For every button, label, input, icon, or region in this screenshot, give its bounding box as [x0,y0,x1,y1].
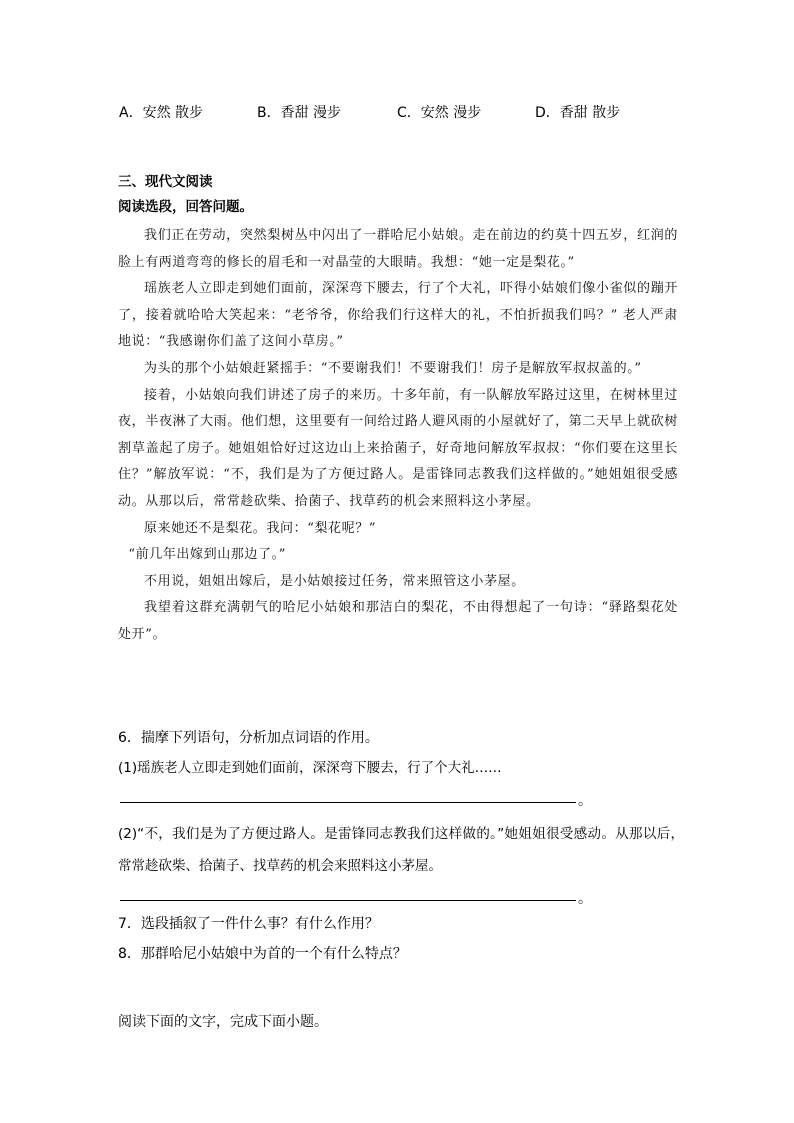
answer-blank-1[interactable] [120,802,576,803]
passage-paragraph: 不用说，姐姐出嫁后，是小姑娘接过任务，常来照管这小茅屋。 [144,573,525,589]
option-c: C．安然 漫步 [397,105,482,121]
passage-paragraph: 接着，小姑娘向我们讲述了房子的来历。十多年前，有一队解放军路过这里，在树林里过夜，半夜淋了大雨。他们想，这里要有一间给过路人避风雨的小屋就好了，第二天早上就砍树割草盖起了房子。她姐姐恰好过这边山上来拾菌子，好奇地问解放军叔叔：“你们要在这里长住？”解放军说：“不，我们是为了方便过路人。是雷锋同志教我们这样做的。”她姐姐很受感动。从那以后，常常趁砍柴、拾菌子、找草药的机会来照料这小茅屋。 [118,387,678,509]
option-d: D．香甜 散步 [535,105,621,121]
question-7: 7．选段插叙了一件什么事？有什么作用？ [118,916,379,932]
reading-passage [118,223,678,649]
passage-paragraph: 瑶族老人立即走到她们面前，深深弯下腰去，行了个大礼，吓得小姑娘们像小雀似的蹦开了，接着就哈哈大笑起来：“老爷爷，你给我们行这样大的礼，不怕折损我们吗？” 老人严肃地说：“我感谢你们盖了这间小草房。” [118,281,678,350]
section-instruction: 阅读选段，回答问题。 [118,199,253,215]
question-6-item-1: (1)瑶族老人立即走到她们面前，深深弯下腰去，行了个大礼…… [118,760,502,776]
section-heading: 三、现代文阅读 [118,174,213,190]
question-6-item-2: (2)“不，我们是为了方便过路人。是雷锋同志教我们这样做的。”她姐姐很受感动。从那以后，常常趁砍柴、拾菌子、找草药的机会来照料这小茅屋。 [118,826,685,874]
next-section-instruction: 阅读下面的文字，完成下面小题。 [118,1014,328,1030]
question-8: 8．那群哈尼小姑娘中为首的一个有什么特点？ [118,946,407,962]
answer-blank-2-period: 。 [578,891,592,907]
passage-paragraph: 为头的那个小姑娘赶紧摇手：“不要谢我们！不要谢我们！房子是解放军叔叔盖的。” [144,360,642,376]
option-a: A．安然 散步 [119,105,204,121]
answer-blank-2[interactable] [120,900,576,901]
passage-paragraph: 我望着这群充满朝气的哈尼小姑娘和那洁白的梨花，不由得想起了一句诗：“驿路梨花处处开”。 [118,600,678,642]
answer-blank-1-period: 。 [578,793,592,809]
question-6-stem: 6．揣摩下列语句，分析加点词语的作用。 [118,730,379,746]
passage-paragraph: 我们正在劳动，突然梨树丛中闪出了一群哈尼小姑娘。走在前边的约莫十四五岁，红润的脸上有两道弯弯的修长的眉毛和一对晶莹的大眼睛。我想：“她一定是梨花。” [118,228,678,270]
passage-paragraph: “前几年出嫁到山那边了。” [128,547,286,563]
passage-paragraph: 原来她还不是梨花。我问：“梨花呢？” [144,520,377,536]
option-b: B．香甜 漫步 [257,105,342,121]
